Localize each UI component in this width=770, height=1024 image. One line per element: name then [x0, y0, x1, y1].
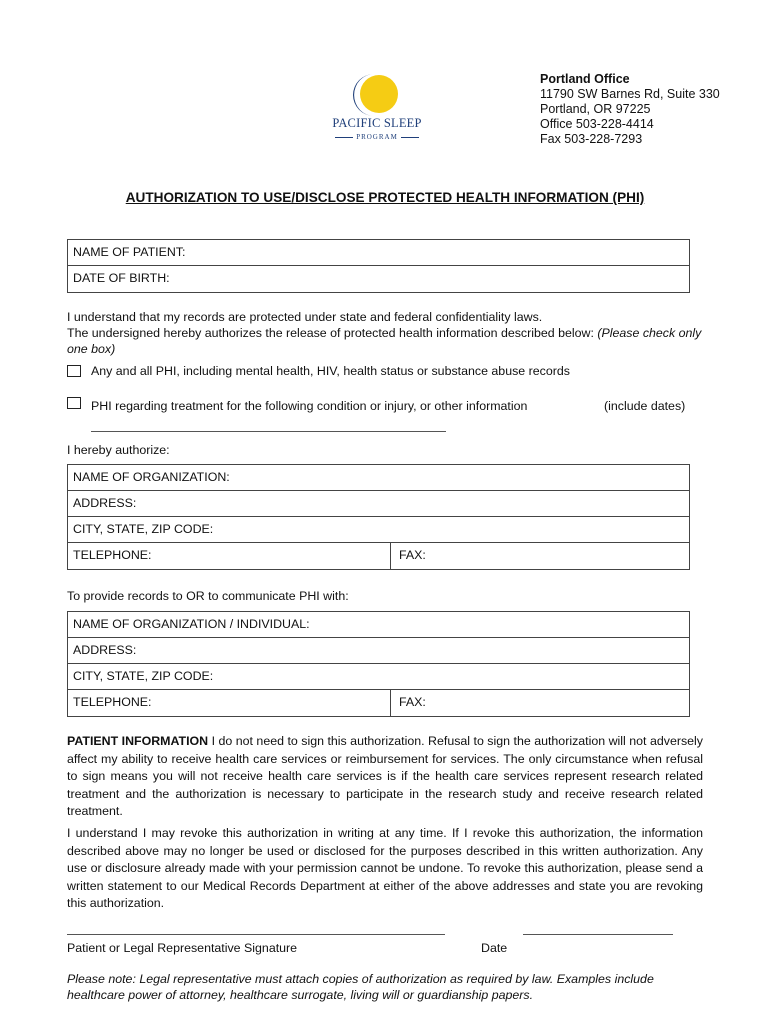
option-specific-phi-label: PHI regarding treatment for the following condition or injury, or other information — [91, 399, 528, 413]
recipient-city-label: CITY, STATE, ZIP CODE: — [73, 669, 214, 683]
intro-line2 — [67, 325, 707, 357]
date-of-birth-field[interactable] — [68, 266, 689, 292]
recipient-fax-field[interactable] — [391, 695, 684, 711]
logo-moon-icon — [322, 70, 432, 118]
patient-table — [67, 239, 690, 293]
recipient-fax-label: FAX: — [399, 695, 426, 709]
authorize-label: I hereby authorize: — [67, 443, 170, 457]
org-address-field[interactable] — [68, 491, 689, 517]
date-of-birth-label: DATE OF BIRTH: — [73, 271, 170, 285]
recipient-phone-fax-row — [68, 690, 689, 716]
authorized-organization-table — [67, 464, 690, 570]
patient-information-text: I do not need to sign this authorization. Refusal to sign the authorization will not adversely affect my ability to receive health care services or reimbursement for services. The only circumstance when refusal to sign means you will not receive health care services is if the health care services represent research related treatment and the authorization is necessary to participate in the research study and receive research related treatment. — [67, 734, 703, 818]
logo-subtitle-text: PROGRAM — [356, 133, 398, 141]
intro-text — [67, 309, 707, 357]
revoke-paragraph: I understand I may revoke this authorization in writing at any time. If I revoke this authorization, the information described above may no longer be used or disclosed for the purposes described in this written authorization. Any use or disclosure already made with your permission cannot be undone. To revoke this authorization, please send a written statement to our Medical Records Department at either of the above addresses and state you are revoking this authorization. — [67, 826, 703, 910]
option-specific-phi-checkbox[interactable] — [67, 397, 81, 409]
office-title: Portland Office — [540, 72, 630, 86]
patient-information-heading: PATIENT INFORMATION — [67, 734, 209, 748]
signature-label: Patient or Legal Representative Signature — [67, 941, 298, 955]
office-phone: Office 503-228-4414 — [540, 117, 654, 131]
org-city-label: CITY, STATE, ZIP CODE: — [73, 522, 214, 536]
patient-name-label: NAME OF PATIENT: — [73, 245, 186, 259]
condition-entry-line[interactable] — [91, 431, 446, 432]
office-address-line1: 11790 SW Barnes Rd, Suite 330 — [540, 87, 720, 101]
org-address-label: ADDRESS: — [73, 496, 137, 510]
recipient-address-label: ADDRESS: — [73, 643, 137, 657]
recipient-telephone-field[interactable] — [68, 690, 391, 716]
patient-information-paragraph — [67, 733, 703, 821]
office-address-line2: Portland, OR 97225 — [540, 102, 651, 116]
recipient-name-label: NAME OF ORGANIZATION / INDIVIDUAL: — [73, 617, 310, 631]
logo-title: PACIFIC SLEEP — [332, 116, 422, 130]
recipient-address-field[interactable] — [68, 638, 689, 664]
office-address-block — [540, 72, 720, 147]
provide-records-label: To provide records to OR to communicate PHI with: — [67, 589, 349, 603]
patient-name-field[interactable] — [68, 240, 689, 266]
recipient-organization-table — [67, 611, 690, 717]
option-all-phi-label: Any and all PHI, including mental health, HIV, health status or substance abuse records — [91, 364, 570, 378]
signature-line[interactable] — [67, 934, 445, 935]
org-phone-fax-row — [68, 543, 689, 569]
org-fax-label: FAX: — [399, 548, 426, 562]
intro-instruction: (Please check only one box) — [67, 326, 702, 356]
org-telephone-field[interactable] — [68, 543, 391, 569]
option-include-dates-label: (include dates) — [604, 399, 686, 413]
org-fax-field[interactable] — [391, 548, 684, 564]
org-name-field[interactable] — [68, 465, 689, 491]
office-fax: Fax 503-228-7293 — [540, 132, 643, 146]
recipient-telephone-label: TELEPHONE: — [73, 695, 152, 709]
option-all-phi-checkbox[interactable] — [67, 365, 81, 377]
recipient-name-field[interactable] — [68, 612, 689, 638]
date-label: Date — [481, 941, 508, 955]
page-title: AUTHORIZATION TO USE/DISCLOSE PROTECTED HEALTH INFORMATION (PHI) — [125, 190, 645, 205]
recipient-city-field[interactable] — [68, 664, 689, 690]
org-name-label: NAME OF ORGANIZATION: — [73, 470, 230, 484]
org-telephone-label: TELEPHONE: — [73, 548, 152, 562]
intro-line2-text: The undersigned hereby authorizes the release of protected health information described below: — [67, 326, 598, 340]
intro-line1: I understand that my records are protected under state and federal confidentiality laws. — [67, 310, 543, 324]
pacific-sleep-logo — [322, 70, 432, 150]
org-city-field[interactable] — [68, 517, 689, 543]
logo-subtitle — [322, 133, 432, 141]
legal-note: Please note: Legal representative must attach copies of authorization as required by law. Examples include healthcare power of attorney, healthcare surrogate, living will or guardianship papers. — [67, 972, 654, 1002]
date-line[interactable] — [523, 934, 673, 935]
